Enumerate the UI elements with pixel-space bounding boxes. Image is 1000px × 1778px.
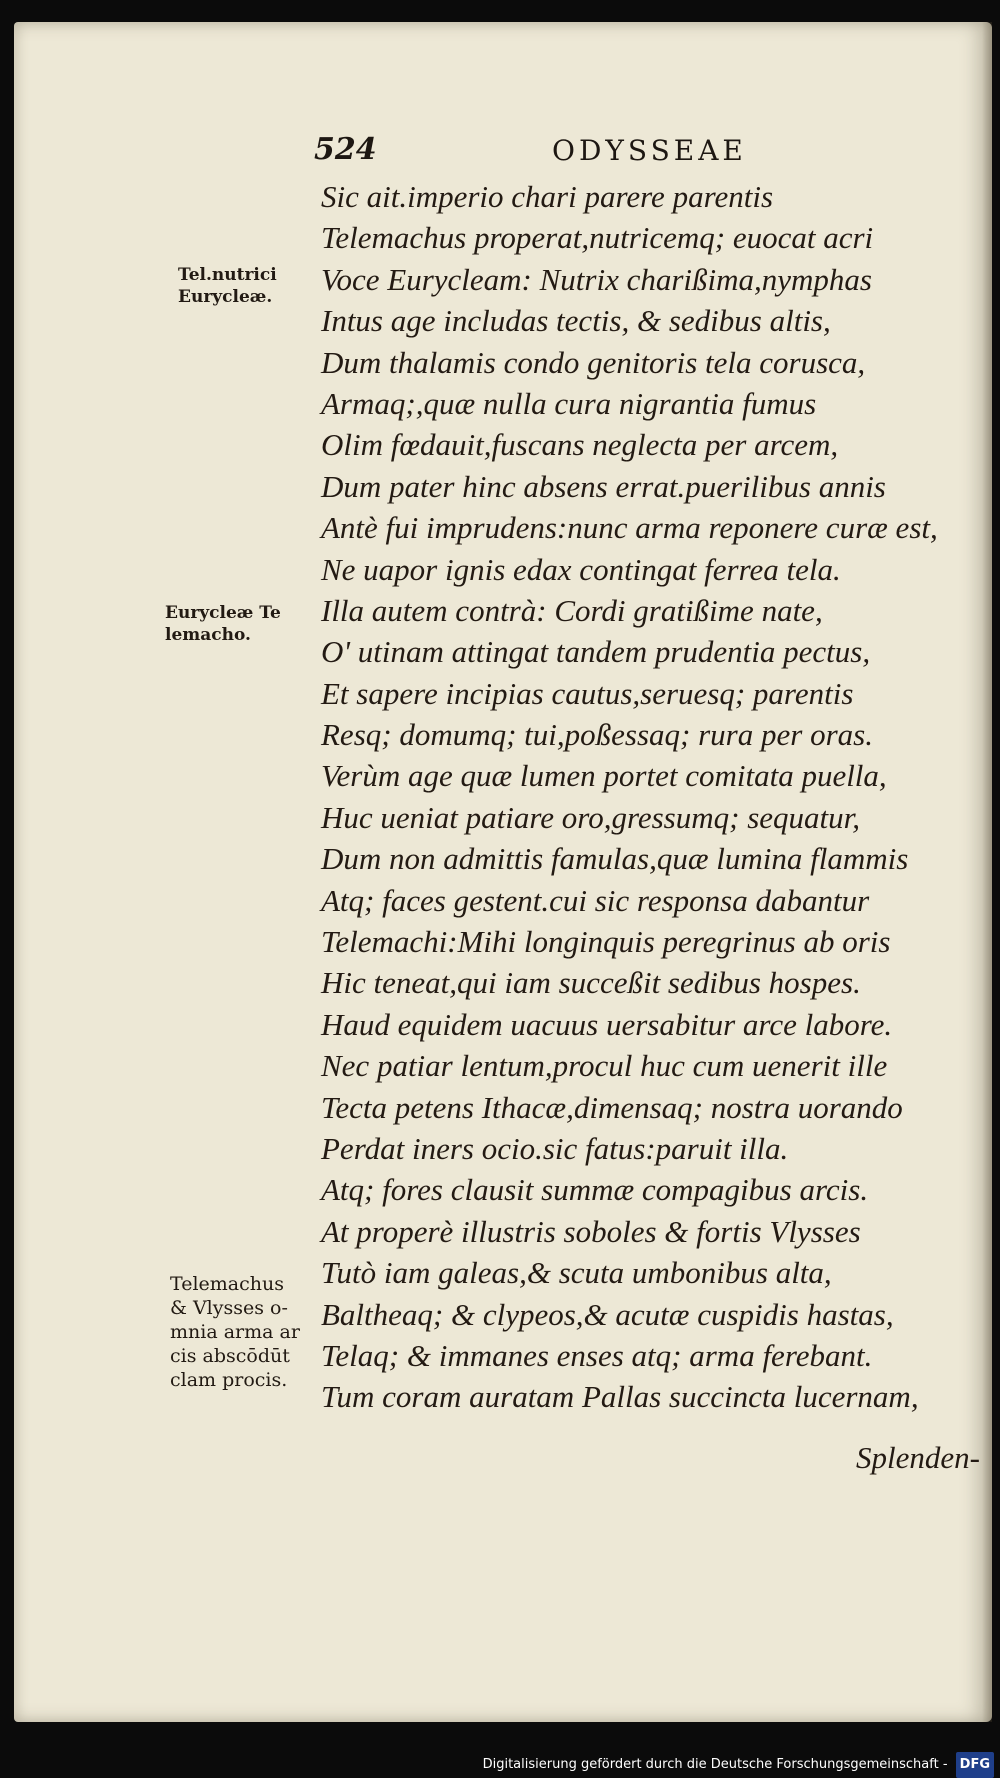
verse-line: O' utinam attingat tandem prudentia pectus, bbox=[321, 634, 871, 670]
verse-line: Verùm age quæ lumen portet comitata puella, bbox=[321, 758, 887, 794]
verse-line: At properè illustris soboles & fortis Vlysses bbox=[321, 1213, 861, 1249]
dfg-logo: DFG bbox=[956, 1752, 994, 1778]
verse-line: Et sapere incipias cautus,seruesq; parentis bbox=[321, 675, 854, 711]
verse-line: Olim fœdauit,fuscans neglecta per arcem, bbox=[321, 427, 839, 463]
verse-line: Tutò iam galeas,& scuta umbonibus alta, bbox=[321, 1255, 832, 1291]
catchword: Splenden- bbox=[856, 1440, 980, 1475]
verse-line: Telemachi:Mihi longinquis peregrinus ab oris bbox=[321, 924, 891, 960]
verse-line: Illa autem contrà: Cordi gratißime nate, bbox=[321, 592, 823, 628]
verse-line: Voce Eurycleam: Nutrix charißima,nymphas bbox=[321, 261, 872, 297]
verse-line: Tecta petens Ithacæ,dimensaq; nostra uorando bbox=[321, 1089, 903, 1125]
footer-credit bbox=[483, 1752, 994, 1778]
verse-line: Nec patiar lentum,procul huc cum uenerit ille bbox=[321, 1048, 888, 1084]
verse-line: Baltheaq; & clypeos,& acutæ cuspidis hastas, bbox=[321, 1296, 894, 1332]
verse-line: Tum coram auratam Pallas succincta lucernam, bbox=[321, 1379, 919, 1415]
verse-line: Antè fui imprudens:nunc arma reponere curæ est, bbox=[321, 510, 938, 546]
verse-text bbox=[321, 176, 981, 1418]
verse-line: Telaq; & immanes enses atq; arma ferebant. bbox=[321, 1337, 873, 1373]
running-title: ODYSSEAE bbox=[552, 134, 747, 167]
verse-line: Dum thalamis condo genitoris tela corusca, bbox=[321, 344, 866, 380]
verse-line: Intus age includas tectis, & sedibus altis, bbox=[321, 303, 831, 339]
verse-line: Perdat iners ocio.sic fatus:paruit illa. bbox=[321, 1130, 789, 1166]
page-number: 524 bbox=[314, 132, 377, 167]
verse-line: Telemachus properat,nutricemq; euocat acri bbox=[321, 220, 874, 256]
verse-line: Atq; faces gestent.cui sic responsa dabantur bbox=[321, 882, 870, 918]
book-page bbox=[14, 22, 992, 1722]
verse-line: Ne uapor ignis edax contingat ferrea tela. bbox=[321, 551, 841, 587]
verse-line: Hic teneat,qui iam succeßit sedibus hospes. bbox=[321, 965, 861, 1001]
verse-line: Armaq;,quæ nulla cura nigrantia fumus bbox=[321, 385, 817, 421]
verse-line: Dum non admittis famulas,quæ lumina flammis bbox=[321, 841, 909, 877]
verse-line: Dum pater hinc absens errat.puerilibus annis bbox=[321, 468, 886, 504]
marginal-note: Tel.nutrici Eurycleæ. bbox=[178, 265, 277, 307]
verse-line: Sic ait.imperio chari parere parentis bbox=[321, 179, 774, 214]
page-edge-shadow bbox=[982, 22, 992, 1722]
marginal-note: Eurycleæ Te lemacho. bbox=[165, 603, 281, 645]
page-header bbox=[314, 132, 834, 172]
verse-line: Huc ueniat patiare oro,gressumq; sequatur, bbox=[321, 799, 861, 835]
footer-text: Digitalisierung gefördert durch die Deutsche Forschungsgemeinschaft - bbox=[482, 1757, 948, 1772]
verse-line: Atq; fores clausit summæ compagibus arcis. bbox=[321, 1172, 869, 1208]
marginal-note: Telemachus & Vlysses o- mnia arma ar cis abscōdūt clam procis. bbox=[170, 1273, 300, 1391]
verse-line: Haud equidem uacuus uersabitur arce labore. bbox=[321, 1006, 893, 1042]
verse-line: Resq; domumq; tui,poßessaq; rura per oras. bbox=[321, 717, 873, 753]
